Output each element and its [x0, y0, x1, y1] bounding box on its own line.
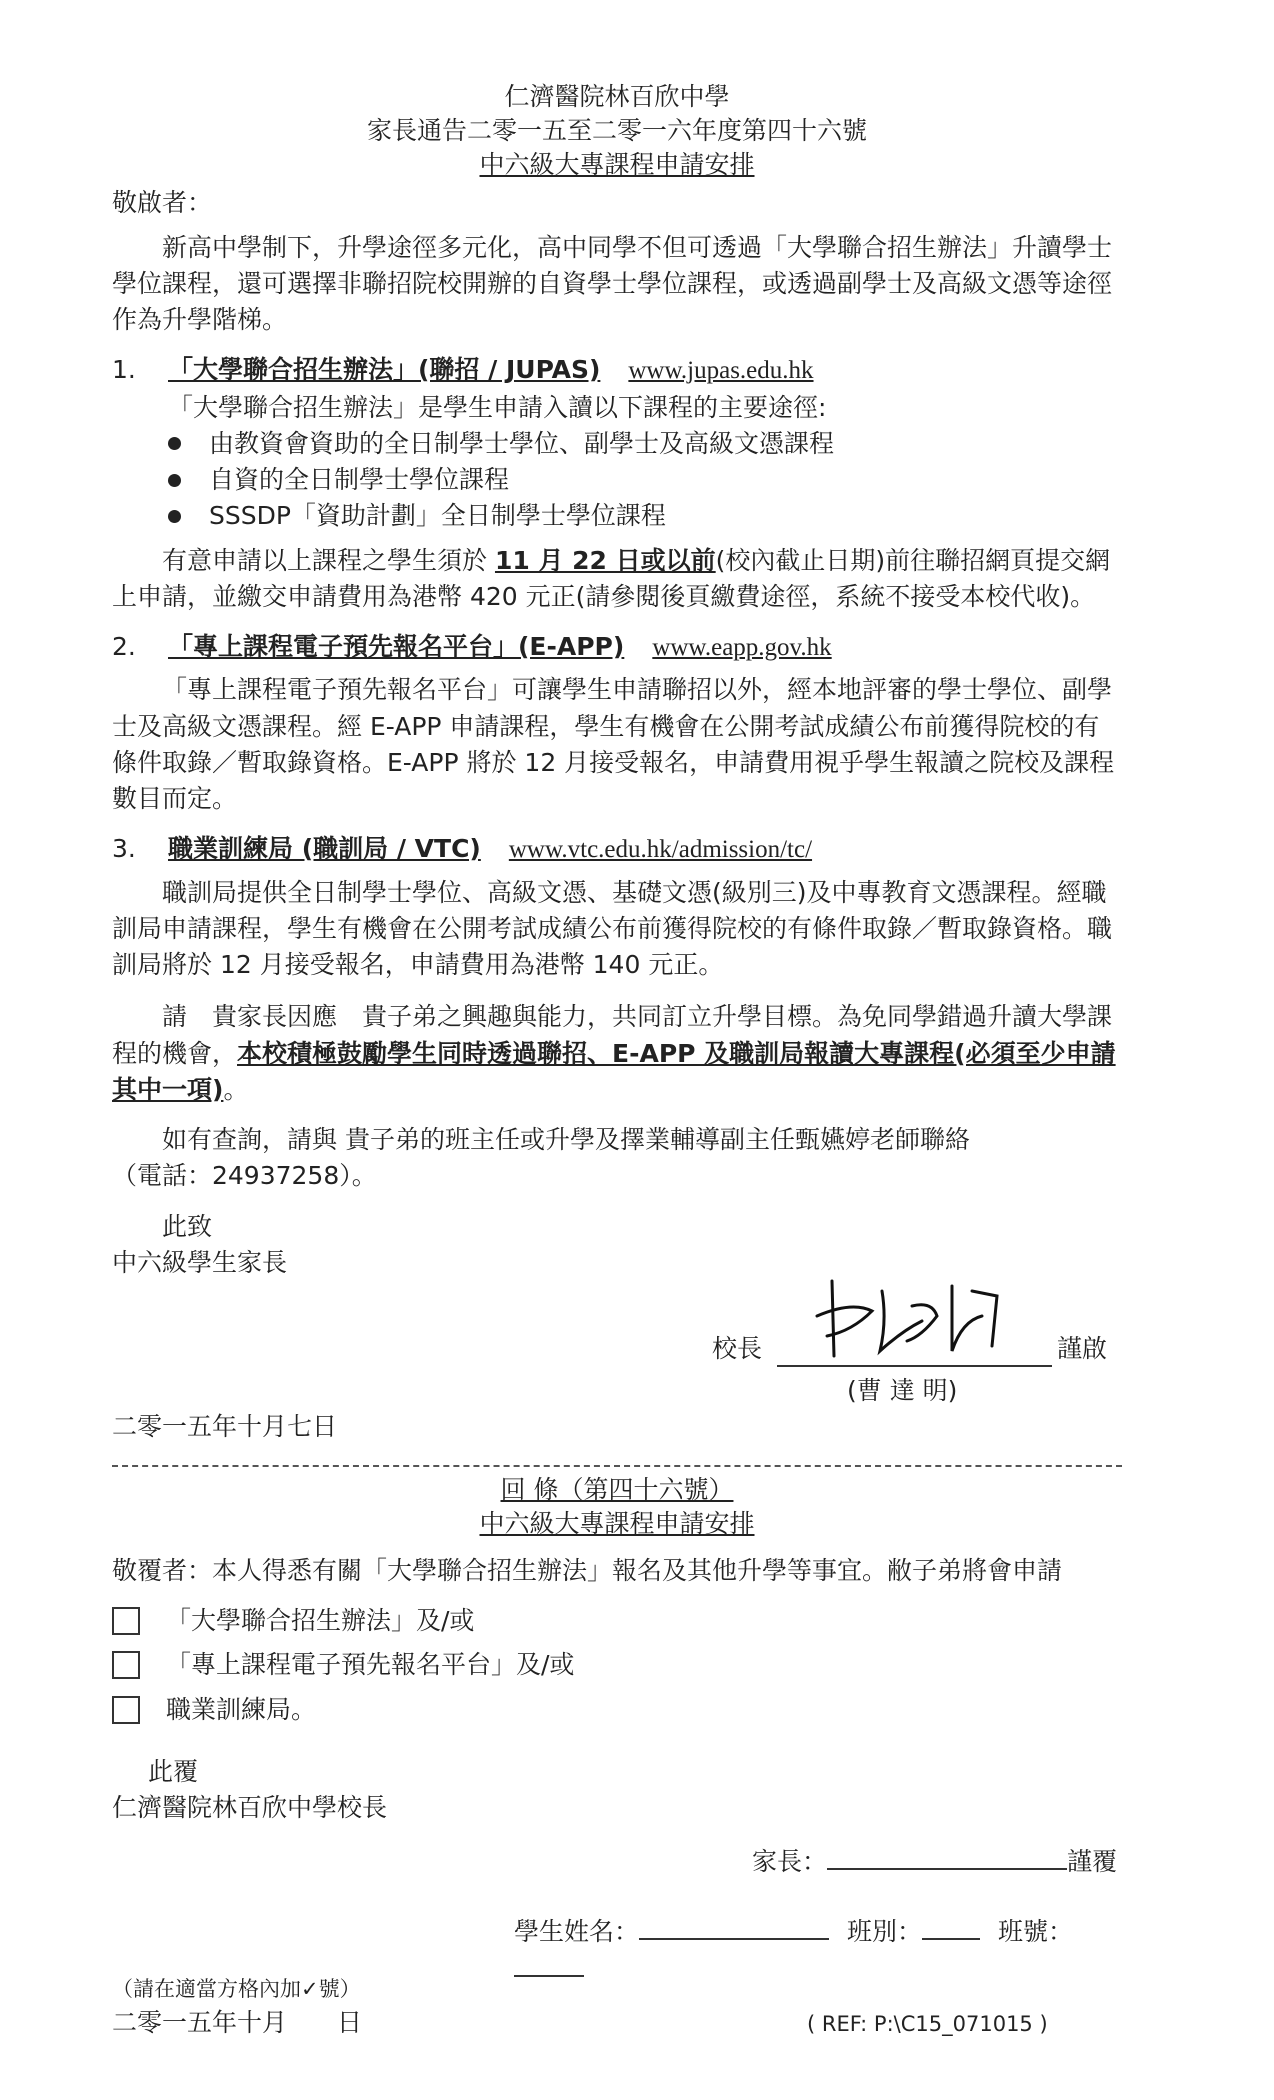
- appeal-paragraph: 請 貴家長因應 貴子弟之興趣與能力，共同訂立升學目標。為免同學錯過升讀大學課程的機會，本校積極鼓勵學生同時透過聯招、E-APP 及職訓局報讀大專課程(必須至少申請其中一項)。: [112, 1002, 1116, 1104]
- reply-title: 回 條（第四十六號）: [500, 1475, 734, 1505]
- class-label: 班別：: [846, 1917, 922, 1947]
- closing-text: 此致: [162, 1211, 213, 1241]
- section-vtc: [112, 831, 1122, 983]
- section-lead: 「大學聯合招生辦法」是學生申請入讀以下課程的主要途徑:: [168, 392, 827, 422]
- reply-signature-area: [112, 1834, 1122, 1984]
- intro-paragraph: 新高中學制下，升學途徑多元化，高中同學不但可透過「大學聯合招生辦法」升讀學士學位課程，還可選擇非聯招院校開辦的自資學士學位課程，或透過副學士及高級文憑等途徑作為升學階梯。: [112, 232, 1113, 334]
- notice-page: [112, 80, 1122, 2045]
- notice-header: [112, 80, 1122, 181]
- list-item: 自資的全日制學士學位課程: [168, 462, 1122, 498]
- checkbox[interactable]: [112, 1607, 140, 1635]
- class-number-field[interactable]: [514, 1951, 584, 1977]
- reply-statement: 敬覆者：本人得悉有關「大學聯合招生辦法」報名及其他升學等事宜。敝子弟將會申請: [112, 1555, 1063, 1585]
- option-jupas[interactable]: 「大學聯合招生辦法」及/或: [112, 1603, 1122, 1639]
- signature-line: [777, 1365, 1052, 1367]
- checkbox[interactable]: [112, 1696, 140, 1724]
- tick-instruction: （請在適當方格內加✓號）: [112, 1977, 361, 2002]
- course-list: [168, 426, 1122, 535]
- checkbox[interactable]: [112, 1651, 140, 1679]
- reply-addressee: 仁濟醫院林百欣中學校長: [112, 1793, 388, 1822]
- principal-signature: [812, 1261, 1012, 1371]
- section-body: 職訓局提供全日制學士學位、高級文憑、基礎文憑(級別三)及中專教育文憑課程。經職訓局申請課程，學生有機會在公開考試成績公布前獲得院校的有條件取錄／暫取錄資格。職訓局將於 12 月接受報名，申請費用為港幣 140 元正。: [112, 877, 1113, 979]
- reply-closing: 此覆: [148, 1756, 199, 1786]
- section-eapp: [112, 629, 1122, 817]
- student-info-row: [514, 1914, 1122, 1987]
- section-number: 2.: [112, 632, 136, 661]
- class-field[interactable]: [922, 1914, 980, 1940]
- student-name-field[interactable]: [639, 1914, 829, 1940]
- section-jupas: [112, 352, 1122, 615]
- parent-signature-field[interactable]: [827, 1844, 1067, 1870]
- option-vtc[interactable]: 職業訓練局。: [112, 1692, 1122, 1728]
- reply-subtitle: 中六級大專課程申請安排: [479, 1509, 755, 1538]
- principal-closing: 謹啟: [1057, 1334, 1108, 1363]
- parent-label: 家長：: [752, 1847, 828, 1877]
- bullet-icon: [168, 510, 181, 523]
- option-list: [112, 1603, 1122, 1728]
- section-title: 職業訓練局 (職訓局 / VTC): [168, 834, 481, 864]
- vtc-link[interactable]: www.vtc.edu.hk/admission/tc/: [508, 836, 813, 864]
- school-name: 仁濟醫院林百欣中學: [504, 82, 730, 111]
- parent-closing: 謹覆: [1067, 1847, 1118, 1877]
- class-number-label: 班號：: [997, 1917, 1073, 1947]
- principal-label: 校長: [712, 1334, 763, 1363]
- bullet-icon: [168, 474, 181, 487]
- signature-block: [112, 1291, 1122, 1405]
- section-title: 「專上課程電子預先報名平台」(E-APP): [168, 632, 625, 661]
- parent-signature-row: [752, 1844, 1117, 1880]
- section-body: 「專上課程電子預先報名平台」可讓學生申請聯招以外，經本地評審的學士學位、副學士及高級文憑課程。經 E-APP 申請課程，學生有機會在公開考試成績公布前獲得院校的有條件取錄／暫取錄資格。E-APP 將於 12 月接受報名，申請費用視乎學生報讀之院校及課程數目而定。: [112, 675, 1115, 813]
- list-item: SSSDP「資助計劃」全日制學士學位課程: [168, 498, 1122, 534]
- jupas-link[interactable]: www.jupas.edu.hk: [628, 357, 814, 385]
- student-name-label: 學生姓名：: [514, 1917, 640, 1947]
- enquiry-text: 如有查詢，請與 貴子弟的班主任或升學及擇業輔導副主任甄嬿婷老師聯絡: [162, 1125, 970, 1154]
- notice-subject: 中六級大專課程申請安排: [479, 149, 755, 179]
- reply-footer: [112, 2005, 1122, 2045]
- appeal-emphasis: 本校積極鼓勵學生同時透過聯招、E-APP 及職訓局報讀大專課程(必須至少申請其中一項): [112, 1038, 1116, 1104]
- option-eapp[interactable]: 「專上課程電子預先報名平台」及/或: [112, 1647, 1122, 1683]
- deadline: 11 月 22 日或以前: [494, 545, 716, 575]
- list-item: 由教資會資助的全日制學士學位、副學士及高級文憑課程: [168, 426, 1122, 462]
- principal-name: (曹 達 明): [847, 1376, 958, 1405]
- notice-number: 家長通告二零一五至二零一六年度第四十六號: [366, 115, 867, 145]
- notice-date: 二零一五年十月七日: [112, 1412, 338, 1441]
- jupas-application-note: 有意申請以上課程之學生須於 11 月 22 日或以前(校內截止日期)前往聯招網頁提交網上申請，並繳交申請費用為港幣 420 元正(請參閱後頁繳費途徑，系統不接受本校代收)。: [112, 545, 1111, 611]
- cut-line: [112, 1465, 1122, 1467]
- recipient: 中六級學生家長: [112, 1247, 288, 1277]
- reply-date: 二零一五年十月 日: [112, 2007, 363, 2037]
- salutation: 敬啟者：: [112, 188, 213, 218]
- eapp-link[interactable]: www.eapp.gov.hk: [652, 634, 832, 661]
- section-title: 「大學聯合招生辦法」(聯招 / JUPAS): [168, 355, 601, 385]
- section-number: 3.: [112, 834, 136, 864]
- section-number: 1.: [112, 355, 136, 385]
- bullet-icon: [168, 437, 181, 450]
- phone-number: （電話：24937258）。: [112, 1161, 377, 1191]
- reference-code: ( REF: P:\C15_071015 ): [807, 2011, 1048, 2036]
- reply-slip-header: [112, 1473, 1122, 1541]
